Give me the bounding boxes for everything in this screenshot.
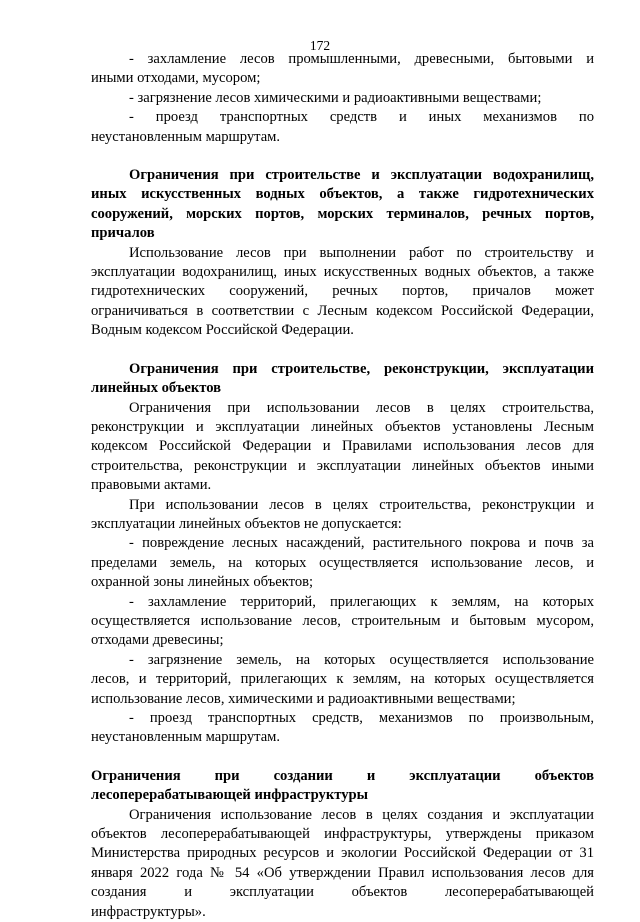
document-body	[91, 50, 594, 922]
list-item-driving: - проезд транспортных средств и иных механизмов по неустановленным маршрутам.	[91, 109, 594, 145]
section-heading-reservoirs: Ограничения при строительстве и эксплуатации водохранилищ, иных искусственных водных объектов, а также гидротехнических сооружений, морских портов, морских терминалов, речных портов, причалов	[91, 167, 594, 242]
section-heading-wood-processing: Ограничения при создании и эксплуатации объектов лесоперерабатывающей инфраструктуры	[91, 767, 594, 804]
paragraph-reservoirs: Использование лесов при выполнении работ по строительству и эксплуатации водохранилищ, иных искусственных водных объектов, а также гидротехнических сооружений, речных портов, причалов может ограничиваться в соответствии с Лесным кодексом Российской Федерации, Водным кодексом Российской Федерации.	[91, 244, 594, 339]
list-item-damage: - повреждение лесных насаждений, растительного покрова и почв за пределами земель, на которых осуществляется использование лесов, и охранной зоны линейных объектов;	[91, 535, 594, 591]
paragraph-linear-objects-prohibited: При использовании лесов в целях строительства, реконструкции и эксплуатации линейных объектов не допускается:	[91, 496, 594, 532]
list-item-pollution: - загрязнение лесов химическими и радиоактивными веществами;	[129, 89, 542, 106]
list-item-land-pollution: - загрязнение земель, на которых осуществляется использование лесов, и территорий, прилегающих к землям, на которых осуществляется использование лесов, химическими и радиоактивными веществами;	[91, 651, 594, 707]
list-item-littering: - захламление лесов промышленными, древесными, бытовыми и иными отходами, мусором;	[91, 51, 594, 87]
list-item-territory-littering: - захламление территорий, прилегающих к землям, на которых осуществляется использование лесов, строительным и бытовым мусором, отходами древесины;	[91, 593, 594, 649]
list-item-arbitrary-driving: - проезд транспортных средств, механизмов по произвольным, неустановленным маршрутам.	[91, 710, 594, 746]
paragraph-wood-processing: Ограничения использование лесов в целях создания и эксплуатации объектов лесоперерабатывающей инфраструктуры, утверждены приказом Министерства природных ресурсов и экологии Российской Федерации от 31 января 2022 года № 54 «Об утверждении Правил использования лесов для создания и эксплуатации объектов лесоперерабатывающей инфраструктуры».	[91, 806, 594, 920]
section-heading-linear-objects: Ограничения при строительстве, реконструкции, эксплуатации линейных объектов	[91, 360, 594, 397]
page-number: 172	[309, 38, 331, 53]
paragraph-linear-objects-rules: Ограничения при использовании лесов в целях строительства, реконструкции и эксплуатации линейных объектов установлены Лесным кодексом Российской Федерации и Правилами использования лесов для строительства, реконструкции и эксплуатации линейных объектов иными правовыми актами.	[91, 399, 594, 494]
